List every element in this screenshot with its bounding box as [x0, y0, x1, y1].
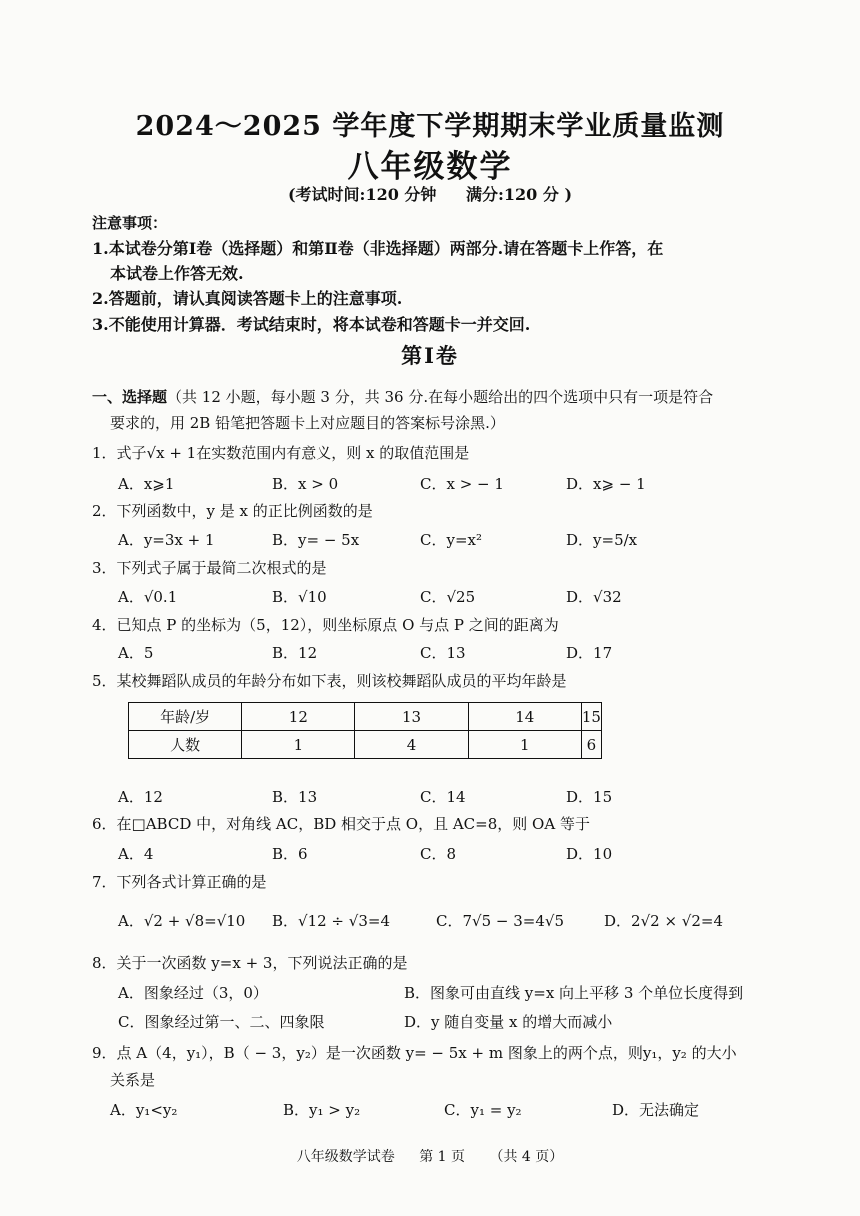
- option: A．√0.1: [118, 588, 178, 606]
- question-stem: 5．某校舞蹈队成员的年龄分布如下表，则该校舞蹈队成员的平均年龄是: [92, 672, 567, 690]
- option: B．√12 ÷ √3=4: [272, 912, 390, 930]
- section-title: 第Ⅰ卷: [401, 343, 459, 368]
- table-cell: 14: [468, 703, 581, 731]
- table-cell: 6: [581, 731, 601, 759]
- note-item: 1.本试卷分第Ⅰ卷（选择题）和第Ⅱ卷（非选择题）两部分.请在答题卡上作答，在: [92, 239, 664, 258]
- footer-paper: 八年级数学试卷: [296, 1149, 395, 1165]
- option: A．x⩾1: [118, 475, 175, 493]
- table-row: [129, 731, 602, 759]
- option: B．13: [272, 788, 318, 806]
- question-stem: 1．式子√x + 1在实数范围内有意义，则 x 的取值范围是: [92, 444, 470, 462]
- table-row: [129, 703, 602, 731]
- part-instructions-line2: 要求的，用 2B 铅笔把答题卡上对应题目的答案标号涂黑.）: [110, 414, 505, 432]
- question-stem: 2．下列函数中，y 是 x 的正比例函数的是: [92, 502, 373, 520]
- option: D．17: [566, 644, 613, 662]
- option: D．x⩾ − 1: [566, 475, 646, 493]
- option: C．图象经过第一、二、四象限: [118, 1013, 325, 1031]
- option: A．y₁<y₂: [110, 1101, 178, 1119]
- question-stem-continued: 关系是: [110, 1071, 156, 1089]
- exam-score: 满分:120 分 ): [466, 185, 573, 204]
- part-instructions: [92, 386, 713, 407]
- option: A．√2 + √8=√10: [118, 912, 246, 930]
- option: B．y₁ > y₂: [283, 1101, 361, 1119]
- question-stem: 6．在□ABCD 中，对角线 AC，BD 相交于点 O，且 AC=8，则 OA 等于: [92, 815, 590, 833]
- option: C．7√5 − 3=4√5: [436, 912, 564, 930]
- table-cell: 人数: [129, 731, 242, 759]
- table-cell: 12: [242, 703, 355, 731]
- option: C．13: [420, 644, 466, 662]
- option: D．√32: [566, 588, 622, 606]
- exam-title: 2024～2025 学年度下学期期末学业质量监测: [135, 111, 725, 142]
- option: D．y=5/x: [566, 531, 638, 549]
- table-cell: 年龄/岁: [129, 703, 242, 731]
- option: B．y= − 5x: [272, 531, 360, 549]
- option: D．15: [566, 788, 613, 806]
- option: A．图象经过（3，0）: [118, 984, 268, 1002]
- note-item: 本试卷上作答无效.: [110, 264, 244, 283]
- table-cell: 1: [468, 731, 581, 759]
- table-cell: 13: [355, 703, 468, 731]
- table-cell: 1: [242, 731, 355, 759]
- option: A．y=3x + 1: [118, 531, 215, 549]
- table-cell: 4: [355, 731, 468, 759]
- option: B．图象可由直线 y=x 向上平移 3 个单位长度得到: [404, 984, 744, 1002]
- option: A．12: [118, 788, 163, 806]
- part-instructions-line1: （共 12 小题，每小题 3 分，共 36 分.在每小题给出的四个选项中只有一项是符合: [167, 388, 714, 406]
- notes-heading: 注意事项：: [92, 214, 168, 232]
- option: C．y=x²: [420, 531, 482, 549]
- exam-subject: 八年级数学: [347, 149, 513, 185]
- option: C．x > − 1: [420, 475, 504, 493]
- note-item: 3.不能使用计算器．考试结束时，将本试卷和答题卡一并交回.: [92, 315, 531, 334]
- option: D．无法确定: [612, 1101, 700, 1119]
- option: A．5: [118, 644, 154, 662]
- question-stem: 9．点 A（4，y₁），B（ − 3，y₂）是一次函数 y= − 5x + m 图象上的两个点，则y₁，y₂ 的大小: [92, 1044, 737, 1062]
- option: C．√25: [420, 588, 476, 606]
- note-item: 2.答题前，请认真阅读答题卡上的注意事项.: [92, 289, 403, 308]
- option: D．y 随自变量 x 的增大而减小: [404, 1013, 613, 1031]
- question-stem: 7．下列各式计算正确的是: [92, 873, 267, 891]
- page-footer: [0, 1146, 860, 1166]
- table-cell: 15: [581, 703, 601, 731]
- exam-time: (考试时间:120 分钟: [287, 185, 437, 204]
- option: D．10: [566, 845, 613, 863]
- option: B．12: [272, 644, 318, 662]
- option: C．8: [420, 845, 457, 863]
- option: B．√10: [272, 588, 327, 606]
- option: D．2√2 × √2=4: [604, 912, 723, 930]
- footer-total: （共 4 页）: [489, 1149, 564, 1165]
- option: B．6: [272, 845, 308, 863]
- question-stem: 4．已知点 P 的坐标为（5，12），则坐标原点 O 与点 P 之间的距离为: [92, 616, 559, 634]
- question-stem: 8．关于一次函数 y=x + 3，下列说法正确的是: [92, 954, 408, 972]
- option: A．4: [118, 845, 154, 863]
- option: C．y₁ = y₂: [444, 1101, 522, 1119]
- option: C．14: [420, 788, 466, 806]
- footer-page: 第 1 页: [419, 1149, 465, 1165]
- exam-info: [0, 182, 860, 205]
- option: B．x > 0: [272, 475, 339, 493]
- age-table: [128, 702, 602, 759]
- part-label: 一、选择题: [92, 388, 168, 406]
- question-stem: 3．下列式子属于最简二次根式的是: [92, 559, 327, 577]
